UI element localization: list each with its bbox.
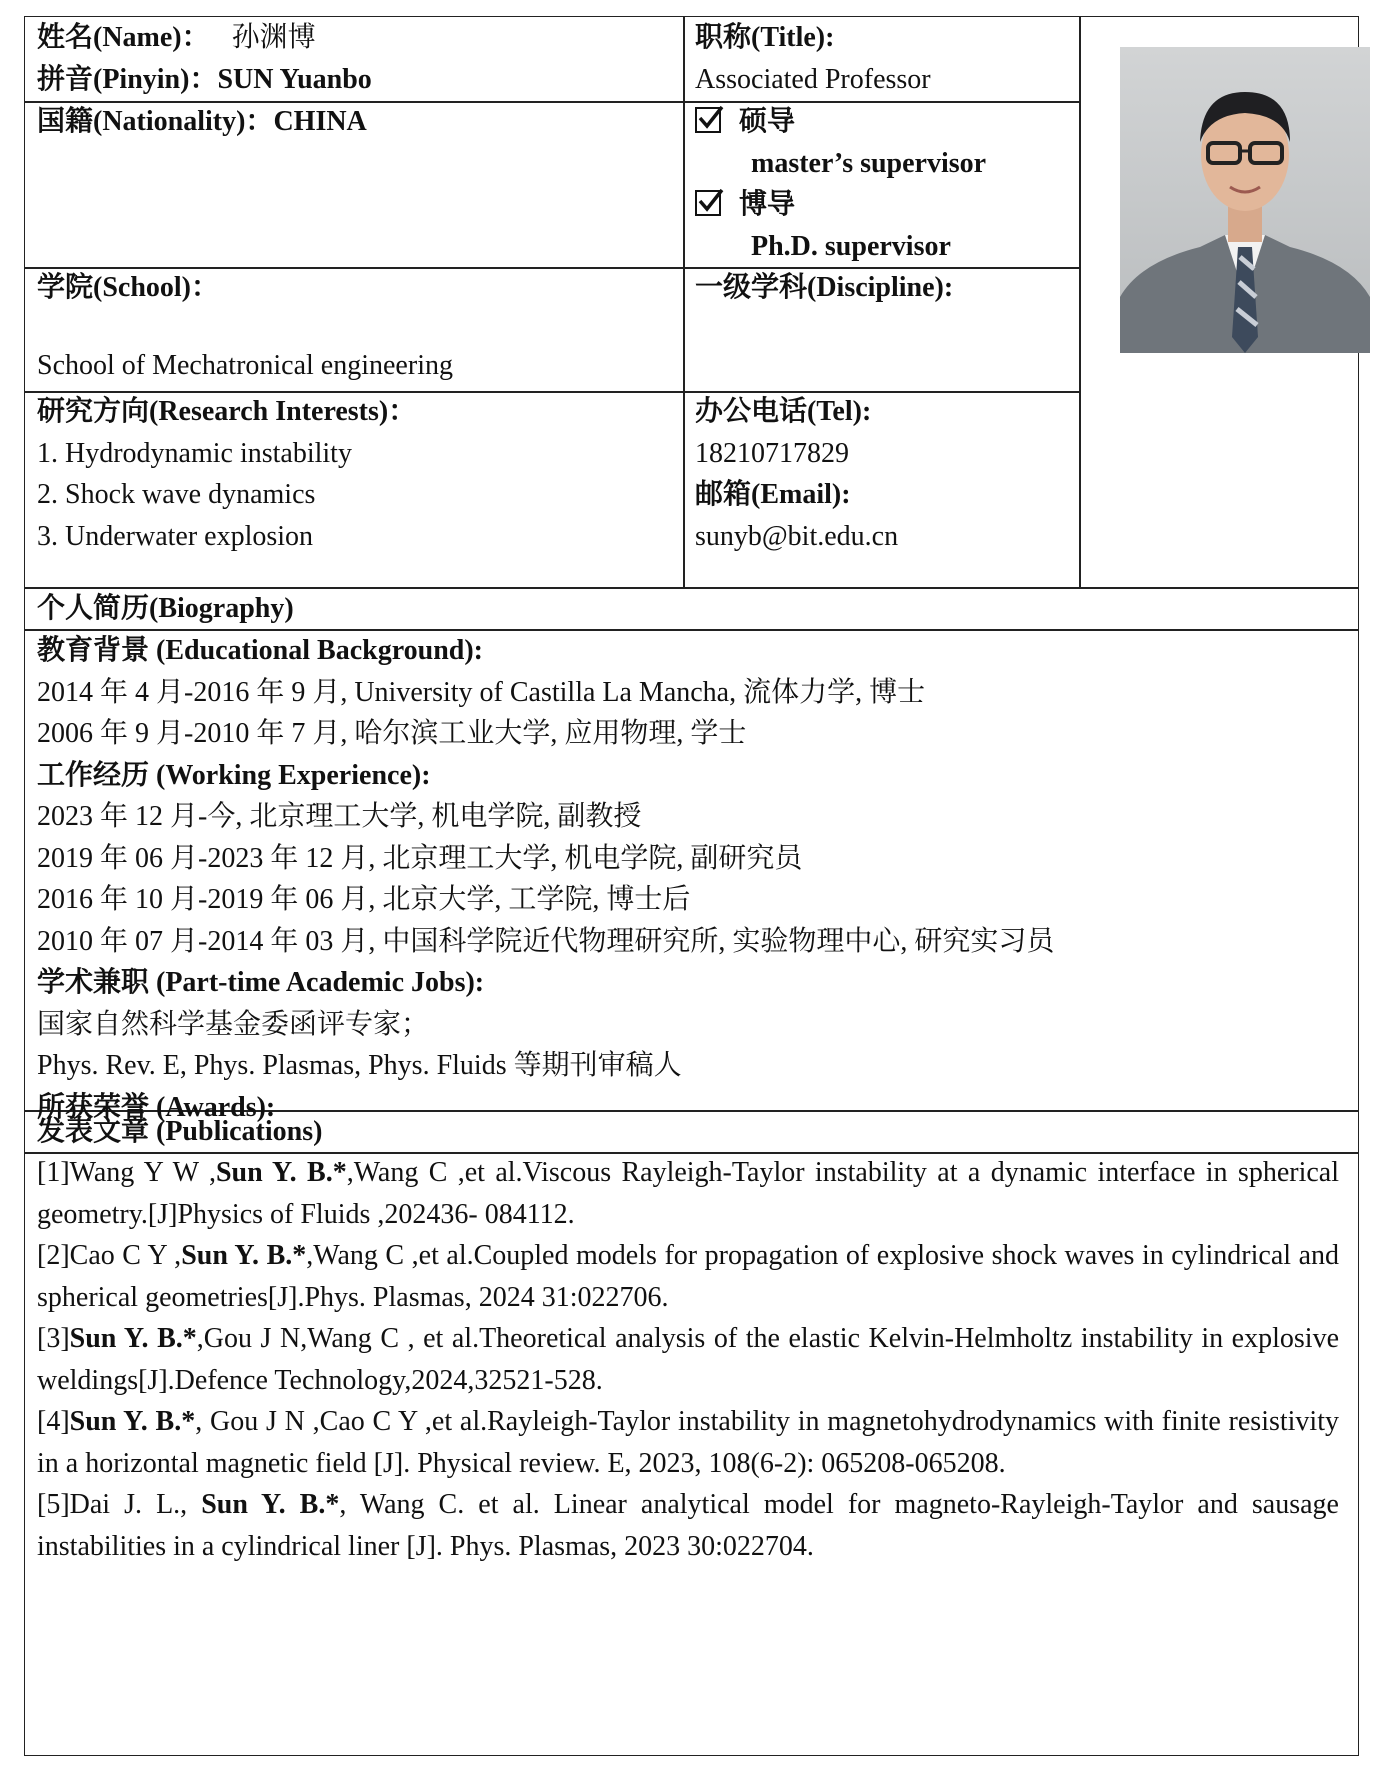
portrait-photo <box>1120 47 1370 353</box>
school-cell <box>37 267 453 387</box>
interests-label: 研究方向(Research Interests)： <box>37 396 417 427</box>
interest-item: 2. Shock wave dynamics <box>37 479 316 510</box>
pub-author-bold: Sun Y. B.* <box>201 1489 340 1520</box>
pub-prefix: [5]Dai J. L., <box>37 1489 202 1520</box>
pub-author-bold: Sun Y. B.* <box>181 1240 307 1271</box>
publications-list <box>37 1152 1339 1567</box>
contact-cell <box>695 391 898 557</box>
publication-item <box>37 1235 1339 1318</box>
pub-prefix: [1]Wang Y W , <box>37 1157 216 1188</box>
discipline-label: 一级学科(Discipline): <box>695 272 954 303</box>
tel-label: 办公电话(Tel): <box>695 396 872 427</box>
supervisor-cell <box>695 101 986 267</box>
pub-author-bold: Sun Y. B.* <box>215 1157 347 1188</box>
work-heading: 工作经历 (Working Experience): <box>37 759 431 791</box>
publications-heading: 发表文章 (Publications) <box>37 1116 323 1147</box>
edu-heading: 教育背景 (Educational Background): <box>37 635 483 666</box>
biography-body <box>37 630 1054 1128</box>
publication-item <box>37 1401 1339 1484</box>
title-cell <box>695 17 931 100</box>
checkbox-checked-icon <box>695 107 721 133</box>
pub-suffix: ,Gou J N,Wang C , et al.Theoretical analysis of the elastic Kelvin-Helmholtz instability in explosive weldings[J].Defence Technology,2024,32521-528. <box>37 1323 1339 1396</box>
master-en: master’s supervisor <box>751 147 987 179</box>
publication-item <box>37 1318 1339 1401</box>
job-item: 国家自然科学基金委函评专家； <box>37 1008 430 1040</box>
pinyin-label: 拼音(Pinyin)： <box>37 63 218 95</box>
nationality-value: CHINA <box>273 106 367 137</box>
pub-suffix: , Gou J N ,Cao C Y ,et al.Rayleigh-Taylor instability in magnetohydrodynamics with finite resistivity in a horizontal magnetic field [J]. Physical review. E, 2023, 108(6-2): 065208-065208. <box>37 1406 1339 1479</box>
title-label: 职称(Title): <box>695 22 835 53</box>
work-item: 2010 年 07 月-2014 年 03 月, 中国科学院近代物理研究所, 实验物理中心, 研究实习员 <box>37 925 1055 957</box>
email-value: sunyb@bit.edu.cn <box>695 520 899 552</box>
pub-suffix: ,Wang C ,et al.Coupled models for propagation of explosive shock waves in cylindrical and spherical geometries[J].Phys. Plasmas, 2024 31:022706. <box>37 1240 1339 1313</box>
work-item: 2019 年 06 月-2023 年 12 月, 北京理工大学, 机电学院, 副研究员 <box>37 842 803 874</box>
edu-item: 2006 年 9 月-2010 年 7 月, 哈尔滨工业大学, 应用物理, 学士 <box>37 718 747 749</box>
publication-item <box>37 1484 1339 1567</box>
awards-heading: 所获荣誉 (Awards): <box>37 1091 276 1123</box>
profile-table <box>24 16 1359 1756</box>
pub-prefix: [2]Cao C Y , <box>37 1240 182 1271</box>
master-cn: 硕导 <box>739 106 796 137</box>
pub-prefix: [3] <box>37 1323 70 1354</box>
interest-item: 1. Hydrodynamic instability <box>37 437 352 469</box>
school-value: School of Mechatronical engineering <box>37 350 453 381</box>
discipline-cell <box>695 267 953 309</box>
name-label: 姓名(Name)： <box>37 22 210 53</box>
interests-cell <box>37 391 416 557</box>
biography-heading: 个人简历(Biography) <box>37 593 294 624</box>
title-value: Associated Professor <box>695 63 931 95</box>
checkbox-checked-icon <box>695 190 721 216</box>
nationality-label: 国籍(Nationality)： <box>37 106 274 137</box>
interest-item: 3. Underwater explosion <box>37 520 314 552</box>
tel-value: 18210717829 <box>695 437 849 469</box>
name-cell <box>37 17 372 100</box>
email-label: 邮箱(Email): <box>695 479 851 510</box>
work-item: 2023 年 12 月-今, 北京理工大学, 机电学院, 副教授 <box>37 801 642 832</box>
pinyin-value: SUN Yuanbo <box>217 63 372 95</box>
jobs-heading: 学术兼职 (Part-time Academic Jobs): <box>37 967 485 998</box>
edu-item: 2014 年 4 月-2016 年 9 月, University of Castilla La Mancha, 流体力学, 博士 <box>37 676 926 708</box>
nationality-cell <box>37 101 367 143</box>
pub-prefix: [4] <box>37 1406 70 1437</box>
pub-suffix: , Wang C. et al. Linear analytical model for magneto-Rayleigh-Taylor and sausage instabilities in a cylindrical liner [J]. Phys. Plasmas, 2023 30:022704. <box>37 1489 1339 1562</box>
publication-item <box>37 1152 1339 1235</box>
phd-cn: 博导 <box>739 189 796 220</box>
pub-suffix: ,Wang C ,et al.Viscous Rayleigh-Taylor instability at a dynamic interface in spherical geometry.[J]Physics of Fluids ,202436- 084112. <box>37 1157 1339 1230</box>
job-item: Phys. Rev. E, Phys. Plasmas, Phys. Fluids 等期刊审稿人 <box>37 1050 682 1081</box>
divider <box>683 17 685 587</box>
divider <box>1079 17 1081 587</box>
phd-en: Ph.D. supervisor <box>751 230 951 262</box>
pub-author-bold: Sun Y. B.* <box>69 1323 197 1354</box>
name-value: 孙渊博 <box>231 22 316 53</box>
work-item: 2016 年 10 月-2019 年 06 月, 北京大学, 工学院, 博士后 <box>37 884 691 915</box>
school-label: 学院(School)： <box>37 272 220 303</box>
pub-author-bold: Sun Y. B.* <box>69 1406 196 1437</box>
